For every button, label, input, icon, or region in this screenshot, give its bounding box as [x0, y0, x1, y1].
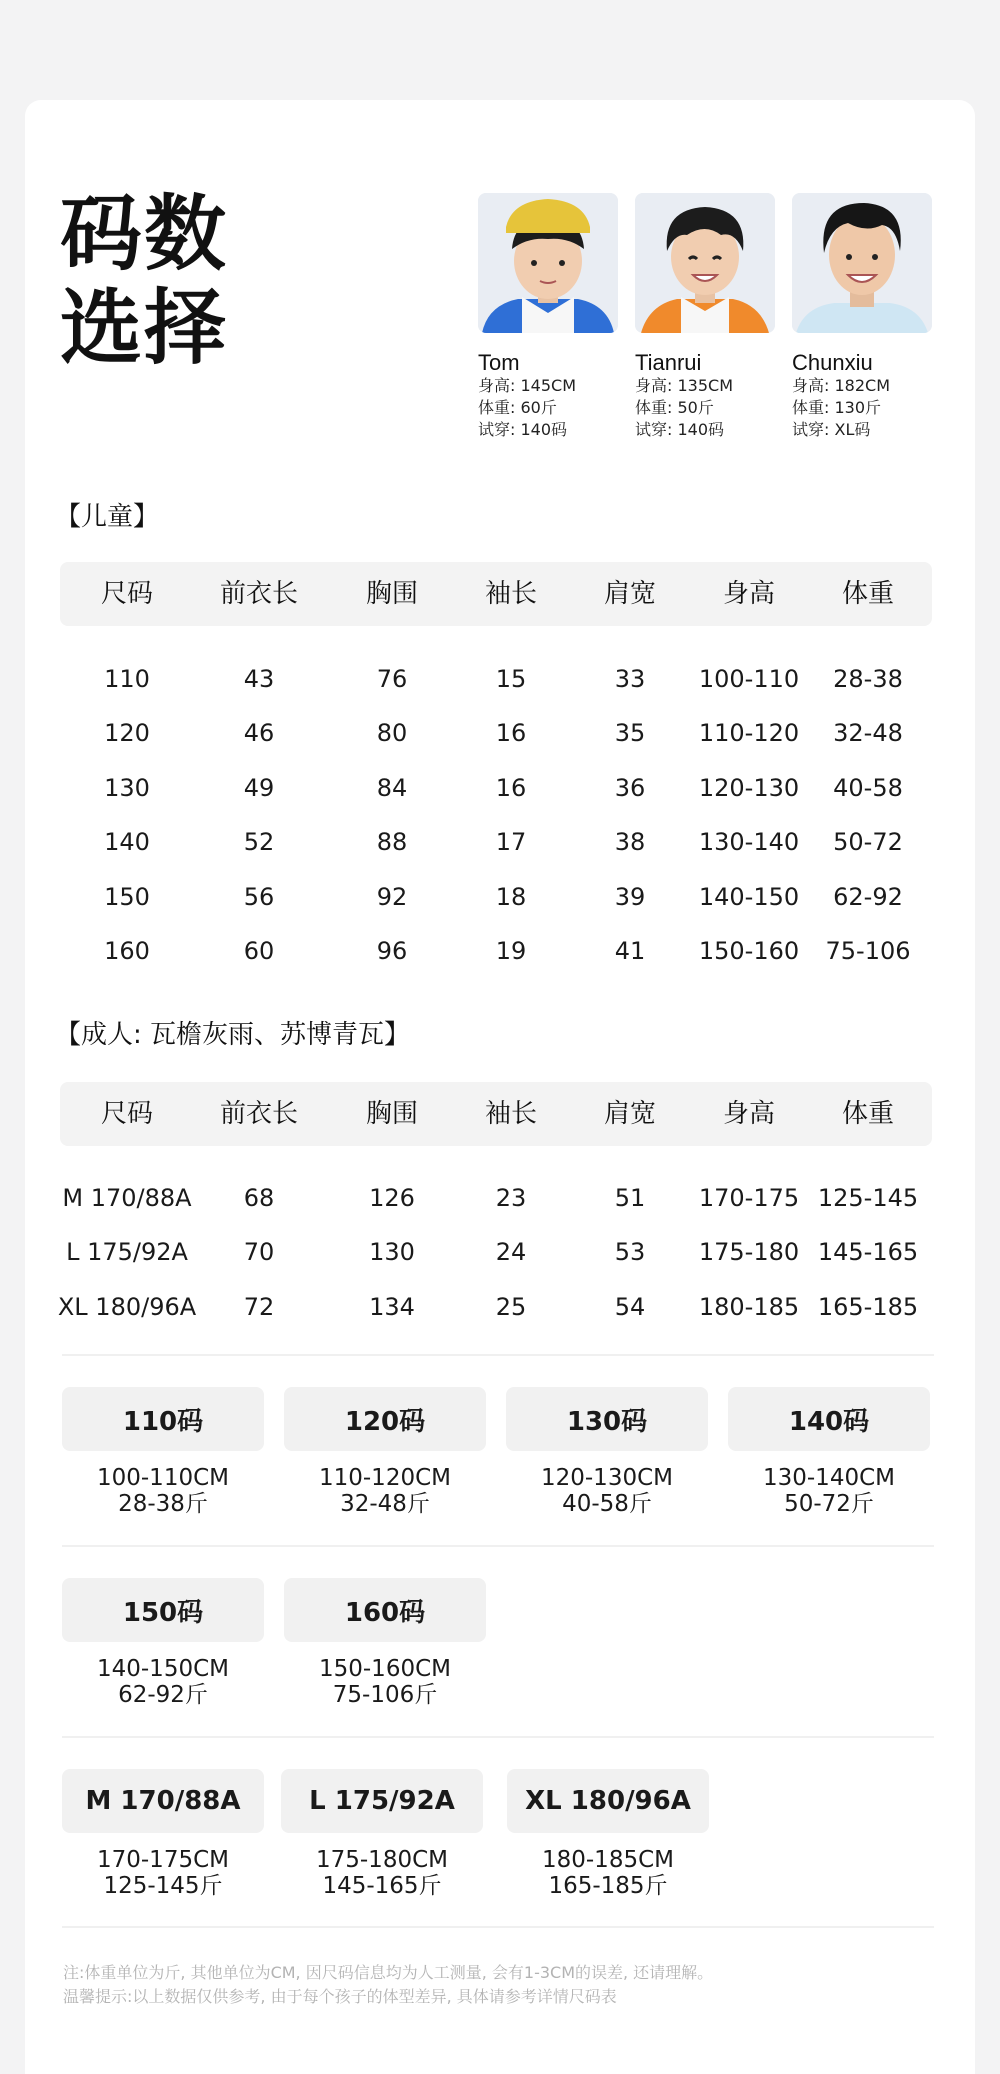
model-photo: [792, 193, 932, 333]
table-cell: 16: [495, 719, 527, 748]
measurement-note: 注:体重单位为斤, 其他单位为CM, 因尺码信息均为人工测量, 会有1-3CM的误差, 还请理解。: [63, 1963, 714, 1982]
column-header: 袖长: [484, 1099, 538, 1129]
table-row: [60, 1237, 932, 1267]
size-tile: [728, 1387, 930, 1517]
size-weight-range: 32-48斤: [340, 1491, 430, 1517]
model-weight: 体重: 130斤: [792, 398, 882, 417]
table-row: [60, 936, 932, 966]
size-weight-range: 145-165斤: [322, 1873, 442, 1899]
size-height-range: 130-140CM: [762, 1465, 895, 1491]
column-header: 胸围: [365, 579, 419, 609]
model-photo: [478, 193, 618, 333]
model-name: Tom: [478, 350, 520, 375]
size-label: 140码: [728, 1387, 930, 1451]
table-cell: 54: [614, 1292, 646, 1321]
model-height: 身高: 182CM: [792, 376, 890, 395]
page-title: [60, 188, 228, 376]
table-cell: 140: [104, 828, 150, 857]
size-tile: [62, 1387, 264, 1517]
adults-section-title: 【成人: 瓦檐灰雨、苏博青瓦】: [55, 1020, 411, 1050]
size-tile: [284, 1578, 486, 1708]
column-header: 袖长: [484, 579, 538, 609]
size-tile: [506, 1387, 708, 1517]
table-cell: 88: [376, 828, 408, 857]
size-weight-range: 28-38斤: [118, 1491, 208, 1517]
table-cell: XL 180/96A: [57, 1292, 197, 1321]
divider: [62, 1545, 934, 1547]
table-cell: 25: [495, 1292, 527, 1321]
table-cell: 35: [614, 719, 646, 748]
table-cell: 70: [243, 1238, 275, 1267]
table-row: [60, 718, 932, 748]
table-cell: 180-185: [698, 1292, 800, 1321]
table-row: [60, 1183, 932, 1213]
size-label: 160码: [284, 1578, 486, 1642]
divider: [62, 1354, 934, 1356]
kids-section-title: 【儿童】: [55, 502, 160, 532]
adults-table-header: [60, 1082, 932, 1146]
column-header: 肩宽: [603, 579, 657, 609]
table-cell: 150-160: [698, 937, 800, 965]
table-cell: 130-140: [698, 828, 800, 857]
column-header: 身高: [722, 1099, 776, 1129]
size-height-range: 100-110CM: [96, 1465, 229, 1491]
table-cell: 24: [495, 1238, 527, 1267]
column-header: 尺码: [100, 1099, 154, 1129]
table-cell: 165-185: [817, 1292, 919, 1321]
size-height-range: 150-160CM: [318, 1656, 451, 1682]
size-label: M 170/88A: [62, 1769, 264, 1833]
size-weight-range: 62-92斤: [118, 1682, 208, 1708]
model-tryon-size: 试穿: 140码: [478, 420, 568, 439]
column-header: 体重: [841, 1099, 895, 1129]
size-tile: [62, 1578, 264, 1708]
table-cell: 19: [495, 937, 527, 965]
table-cell: 41: [614, 937, 646, 965]
table-cell: 120: [104, 719, 150, 748]
table-cell: 130: [369, 1238, 415, 1267]
table-cell: 17: [495, 828, 527, 857]
table-cell: 51: [614, 1184, 646, 1212]
column-header: 身高: [722, 579, 776, 609]
reference-tip: 温馨提示:以上数据仅供参考, 由于每个孩子的体型差异, 具体请参考详情尺码表: [63, 1987, 617, 2006]
table-cell: 125-145: [817, 1184, 919, 1212]
table-cell: L 175/92A: [66, 1238, 188, 1267]
model-height: 身高: 135CM: [635, 376, 733, 395]
model-photo: [635, 193, 775, 333]
table-cell: 40-58: [833, 773, 903, 802]
table-cell: 160: [104, 937, 150, 965]
table-row: [60, 773, 932, 803]
table-row: [60, 827, 932, 857]
size-label: 120码: [284, 1387, 486, 1451]
model-weight: 体重: 50斤: [635, 398, 714, 417]
size-height-range: 110-120CM: [318, 1465, 451, 1491]
divider: [62, 1736, 934, 1738]
table-cell: 150: [104, 882, 150, 911]
table-cell: 39: [614, 882, 646, 911]
size-height-range: 180-185CM: [541, 1847, 674, 1873]
table-cell: 16: [495, 773, 527, 802]
table-cell: 110-120: [698, 719, 800, 748]
table-cell: 38: [614, 828, 646, 857]
table-cell: 175-180: [698, 1238, 800, 1267]
table-cell: 43: [243, 665, 275, 693]
size-weight-range: 75-106斤: [332, 1682, 438, 1708]
table-cell: 75-106: [825, 937, 911, 965]
table-cell: 140-150: [698, 882, 800, 911]
model-weight: 体重: 60斤: [478, 398, 557, 417]
table-cell: 49: [243, 773, 275, 802]
table-cell: 33: [614, 665, 646, 693]
size-height-range: 120-130CM: [540, 1465, 673, 1491]
model-card: [635, 193, 775, 441]
table-cell: 62-92: [833, 882, 903, 911]
size-height-range: 140-150CM: [96, 1656, 229, 1682]
column-header: 尺码: [100, 579, 154, 609]
size-weight-range: 165-185斤: [548, 1873, 668, 1899]
table-cell: 110: [104, 665, 150, 693]
size-guide-card: [25, 100, 975, 2074]
size-label: L 175/92A: [281, 1769, 483, 1833]
table-cell: 120-130: [698, 773, 800, 802]
size-tile: [284, 1387, 486, 1517]
column-header: 胸围: [365, 1099, 419, 1129]
table-cell: 145-165: [817, 1238, 919, 1267]
table-cell: 28-38: [833, 665, 903, 693]
column-header: 肩宽: [603, 1099, 657, 1129]
column-header: 体重: [841, 579, 895, 609]
table-cell: 18: [495, 882, 527, 911]
table-cell: 68: [243, 1184, 275, 1212]
table-cell: 84: [376, 773, 408, 802]
table-cell: M 170/88A: [62, 1184, 192, 1212]
size-tile: [62, 1769, 264, 1899]
column-header: 前衣长: [219, 1099, 299, 1129]
table-cell: 60: [243, 937, 275, 965]
table-cell: 96: [376, 937, 408, 965]
table-row: [60, 882, 932, 912]
size-height-range: 175-180CM: [315, 1847, 448, 1873]
table-cell: 92: [376, 882, 408, 911]
model-tryon-size: 试穿: XL码: [792, 420, 871, 439]
size-label: 130码: [506, 1387, 708, 1451]
model-name: Tianrui: [635, 350, 702, 375]
size-tile: [507, 1769, 709, 1899]
title-line-1: 码数: [60, 187, 229, 282]
table-cell: 53: [614, 1238, 646, 1267]
model-name: Chunxiu: [792, 350, 873, 375]
size-weight-range: 50-72斤: [784, 1491, 874, 1517]
table-cell: 46: [243, 719, 275, 748]
table-cell: 130: [104, 773, 150, 802]
table-cell: 23: [495, 1184, 527, 1212]
table-row: [57, 1292, 932, 1322]
table-cell: 80: [376, 719, 408, 748]
table-row: [60, 664, 932, 694]
size-label: XL 180/96A: [507, 1769, 709, 1833]
table-cell: 15: [495, 665, 527, 693]
divider: [62, 1926, 934, 1928]
table-cell: 126: [369, 1184, 415, 1212]
size-label: 110码: [62, 1387, 264, 1451]
table-cell: 36: [614, 773, 646, 802]
table-cell: 52: [243, 828, 275, 857]
table-cell: 134: [369, 1292, 415, 1321]
kids-table-header: [60, 562, 932, 626]
table-cell: 170-175: [698, 1184, 800, 1212]
size-weight-range: 40-58斤: [562, 1491, 652, 1517]
model-tryon-size: 试穿: 140码: [635, 420, 725, 439]
title-line-2: 选择: [60, 281, 229, 376]
table-cell: 76: [376, 665, 408, 693]
table-cell: 100-110: [698, 665, 800, 693]
size-tile: [281, 1769, 483, 1899]
model-card: [792, 193, 932, 441]
table-cell: 56: [243, 882, 275, 911]
table-cell: 50-72: [833, 828, 903, 857]
model-card: [478, 193, 618, 441]
model-gallery: [478, 193, 938, 453]
table-cell: 32-48: [833, 719, 903, 748]
column-header: 前衣长: [219, 579, 299, 609]
size-label: 150码: [62, 1578, 264, 1642]
model-height: 身高: 145CM: [478, 376, 576, 395]
size-height-range: 170-175CM: [96, 1847, 229, 1873]
size-weight-range: 125-145斤: [103, 1873, 223, 1899]
table-cell: 72: [243, 1292, 275, 1321]
